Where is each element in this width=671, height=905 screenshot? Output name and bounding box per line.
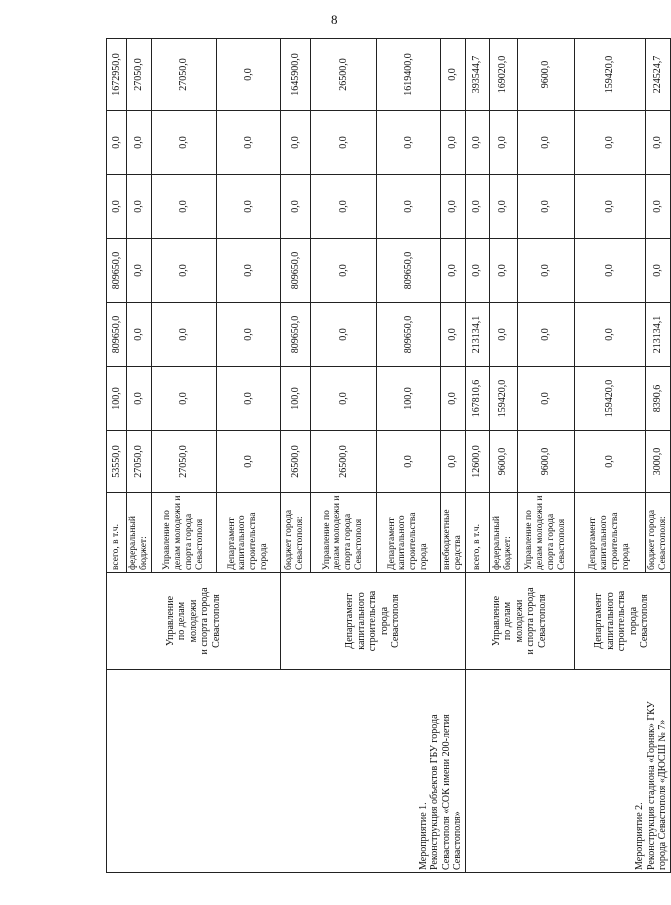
executor-cell: Управление по делам молодежи и спорта города Севастополя [107, 573, 281, 670]
value-cell: 0,0 [574, 303, 645, 367]
value-cell: 0,0 [517, 111, 574, 175]
value-cell: 26500,0 [310, 39, 376, 111]
value-cell: 26500,0 [280, 431, 310, 493]
source-cell: Управление по делам молодежи и спорта города Севастополя [151, 493, 216, 573]
value-cell: 26500,0 [310, 431, 376, 493]
value-cell: 0,0 [645, 239, 670, 303]
value-cell: 1645900,0 [280, 39, 310, 111]
value-cell: 0,0 [127, 303, 152, 367]
value-cell: 0,0 [107, 175, 127, 239]
value-cell: 0,0 [574, 239, 645, 303]
value-cell: 27050,0 [127, 39, 152, 111]
value-cell: 159420,0 [489, 367, 517, 431]
value-cell: 159420,0 [574, 39, 645, 111]
source-cell: Управление по делам молодежи и спорта города Севастополя [517, 493, 574, 573]
value-cell: 27050,0 [151, 431, 216, 493]
value-cell: 9600,0 [517, 39, 574, 111]
value-cell: 0,0 [216, 303, 280, 367]
executor-cell: Департамент капитального строительства города Севастополя [574, 573, 670, 670]
value-cell: 0,0 [127, 239, 152, 303]
value-cell: 0,0 [489, 239, 517, 303]
value-cell: 213134,1 [645, 303, 670, 367]
value-cell: 0,0 [440, 431, 465, 493]
value-cell: 393544,7 [465, 39, 489, 111]
value-cell: 0,0 [465, 239, 489, 303]
value-cell: 0,0 [440, 367, 465, 431]
value-cell: 0,0 [310, 239, 376, 303]
value-cell: 0,0 [574, 431, 645, 493]
value-cell: 809650,0 [107, 239, 127, 303]
value-cell: 27050,0 [127, 431, 152, 493]
value-cell: 0,0 [151, 239, 216, 303]
value-cell: 9600,0 [517, 431, 574, 493]
value-cell: 0,0 [376, 111, 440, 175]
value-cell: 0,0 [127, 111, 152, 175]
source-cell: федеральный бюджет: [127, 493, 152, 573]
value-cell: 100,0 [280, 367, 310, 431]
value-cell: 0,0 [310, 111, 376, 175]
value-cell: 8390,6 [645, 367, 670, 431]
value-cell: 0,0 [440, 111, 465, 175]
value-cell: 0,0 [465, 111, 489, 175]
financing-table [106, 38, 671, 873]
value-cell: 0,0 [517, 303, 574, 367]
value-cell: 0,0 [310, 175, 376, 239]
value-cell: 0,0 [216, 39, 280, 111]
source-cell: всего, в т.ч. [107, 493, 127, 573]
value-cell: 0,0 [376, 175, 440, 239]
value-cell: 0,0 [151, 175, 216, 239]
value-cell: 809650,0 [280, 303, 310, 367]
executor-cell: Управление по делам молодежи и спорта города Севастополя [465, 573, 574, 670]
table-row [107, 39, 127, 873]
value-cell: 0,0 [216, 239, 280, 303]
value-cell: 0,0 [310, 303, 376, 367]
value-cell: 224524,7 [645, 39, 670, 111]
value-cell: 809650,0 [107, 303, 127, 367]
value-cell: 0,0 [517, 175, 574, 239]
value-cell: 0,0 [440, 175, 465, 239]
value-cell: 0,0 [645, 175, 670, 239]
value-cell: 0,0 [127, 367, 152, 431]
value-cell: 169020,0 [489, 39, 517, 111]
value-cell: 3000,0 [645, 431, 670, 493]
value-cell: 0,0 [280, 175, 310, 239]
table-row [465, 39, 489, 873]
source-cell: бюджет города Севастополя: [280, 493, 310, 573]
value-cell: 53550,0 [107, 431, 127, 493]
measure-name-cell: Мероприятие 1. Реконструкция объектов ГБУ города Севастополя «СОК имени 200-летия Севастополя» [107, 670, 466, 873]
value-cell: 0,0 [216, 367, 280, 431]
value-cell: 27050,0 [151, 39, 216, 111]
page-number: 8 [331, 12, 338, 27]
value-cell: 100,0 [107, 367, 127, 431]
value-cell: 0,0 [517, 367, 574, 431]
value-cell: 0,0 [440, 239, 465, 303]
value-cell: 0,0 [376, 431, 440, 493]
value-cell: 0,0 [574, 175, 645, 239]
value-cell: 809650,0 [376, 303, 440, 367]
value-cell: 0,0 [127, 175, 152, 239]
value-cell: 0,0 [280, 111, 310, 175]
value-cell: 0,0 [489, 303, 517, 367]
rotated-table-inner [106, 39, 669, 873]
value-cell: 0,0 [216, 431, 280, 493]
value-cell: 0,0 [310, 367, 376, 431]
value-cell: 1619400,0 [376, 39, 440, 111]
source-cell: всего, в т.ч. [465, 493, 489, 573]
value-cell: 213134,1 [465, 303, 489, 367]
value-cell: 0,0 [465, 175, 489, 239]
value-cell: 1672950,0 [107, 39, 127, 111]
source-cell: Департамент капитального строительства города [376, 493, 440, 573]
source-cell: бюджет города Севастополя: [645, 493, 670, 573]
source-cell: Департамент капитального строительства города [574, 493, 645, 573]
table-body [107, 39, 671, 873]
value-cell: 0,0 [517, 239, 574, 303]
value-cell: 167810,6 [465, 367, 489, 431]
value-cell: 159420,0 [574, 367, 645, 431]
value-cell: 0,0 [489, 111, 517, 175]
value-cell: 9600,0 [489, 431, 517, 493]
value-cell: 0,0 [151, 111, 216, 175]
value-cell: 0,0 [440, 303, 465, 367]
value-cell: 100,0 [376, 367, 440, 431]
rotated-table-wrapper [106, 39, 669, 873]
value-cell: 0,0 [440, 39, 465, 111]
value-cell: 0,0 [216, 111, 280, 175]
executor-cell: Департамент капитального строительства города Севастополя [280, 573, 465, 670]
source-cell: федеральный бюджет: [489, 493, 517, 573]
source-cell: внебюджетные средства [440, 493, 465, 573]
measure-name-cell: Мероприятие 2. Реконструкция стадиона «Горняк» ГКУ города Севастополя «ДЮСШ № 7» [465, 670, 670, 873]
value-cell: 0,0 [645, 111, 670, 175]
value-cell: 0,0 [489, 175, 517, 239]
value-cell: 0,0 [151, 367, 216, 431]
value-cell: 809650,0 [376, 239, 440, 303]
value-cell: 0,0 [216, 175, 280, 239]
value-cell: 12600,0 [465, 431, 489, 493]
value-cell: 809650,0 [280, 239, 310, 303]
value-cell: 0,0 [151, 303, 216, 367]
value-cell: 0,0 [574, 111, 645, 175]
source-cell: Департамент капитального строительства города [216, 493, 280, 573]
value-cell: 0,0 [107, 111, 127, 175]
source-cell: Управление по делам молодежи и спорта города Севастополя [310, 493, 376, 573]
